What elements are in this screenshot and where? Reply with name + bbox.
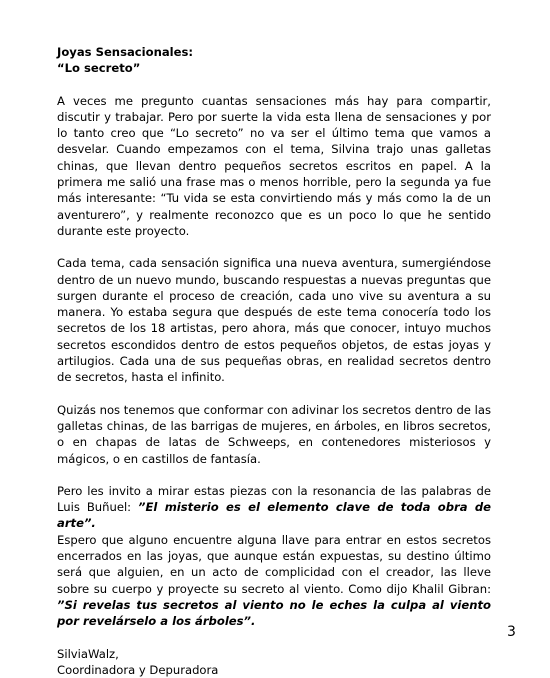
signature-name: SilviaWalz, [57, 646, 491, 662]
spacer [57, 77, 491, 93]
paragraph-4-text: Pero les invito a mirar estas piezas con la resonancia de las palabras de Luis Buñuel: [57, 484, 491, 514]
signature-role: Coordinadora y Depuradora [57, 662, 491, 678]
signature-block [57, 646, 491, 678]
spacer [57, 630, 491, 646]
paragraph-5 [57, 532, 491, 630]
title-line-1: Joyas Sensacionales: [57, 44, 491, 60]
gibran-quote: ”Si revelas tus secretos al viento no le eches la culpa al viento por revelárselo a los árboles”. [57, 598, 491, 628]
page-number: 3 [507, 624, 516, 640]
paragraph-1: A veces me pregunto cuantas sensaciones más hay para compartir, discutir y trabajar. Pero por suerte la vida esta llena de sensaciones y por lo tanto creo que “Lo secreto” no va ser el último tema que vamos a desvelar. Cuando empezamos con el tema, Silvina trajo unas galletas chinas, que llevan dentro pequeños secretos escritos en papel. A la primera me salió una frase mas o menos horrible, pero la segunda ya fue más interesante: “Tu vida se esta convirtiendo más y más como la de un aventurero”, y realmente reconozco que es un poco lo que he sentido durante este proyecto. [57, 93, 491, 240]
paragraph-3: Quizás nos tenemos que conformar con adivinar los secretos dentro de las galletas chinas, de las barrigas de mujeres, en árboles, en libros secretos, o en chapas de latas de Schweeps, en contenedores misteriosos y mágicos, o en castillos de fantasía. [57, 402, 491, 467]
document-title [57, 44, 491, 77]
paragraph-5-text: Espero que alguno encuentre alguna llave para entrar en estos secretos encerrados en las joyas, que aunque están expuestas, su destino último será que alguien, en un acto de complicidad con el creador, las lleve sobre su cuerpo y proyecte su secreto al viento. Como dijo Khalil Gibran: [57, 533, 491, 596]
bunuel-quote: ”El misterio es el elemento clave de toda obra de arte”. [57, 500, 491, 530]
spacer [57, 386, 491, 402]
paragraph-4 [57, 483, 491, 532]
document-body [57, 44, 491, 678]
spacer [57, 467, 491, 483]
spacer [57, 239, 491, 255]
title-line-2: “Lo secreto” [57, 60, 491, 76]
paragraph-2: Cada tema, cada sensación significa una nueva aventura, sumergiéndose dentro de un nuevo mundo, buscando respuestas a nuevas preguntas que surgen durante el proceso de creación, cada uno vive su aventura a su manera. Yo estaba segura que después de este tema conocería todo los secretos de los 18 artistas, pero ahora, más que conocer, intuyo muchos secretos escondidos dentro de estos pequeños objetos, de estas joyas y artilugios. Cada una de sus pequeñas obras, en realidad secretos dentro de secretos, hasta el infinito. [57, 255, 491, 385]
